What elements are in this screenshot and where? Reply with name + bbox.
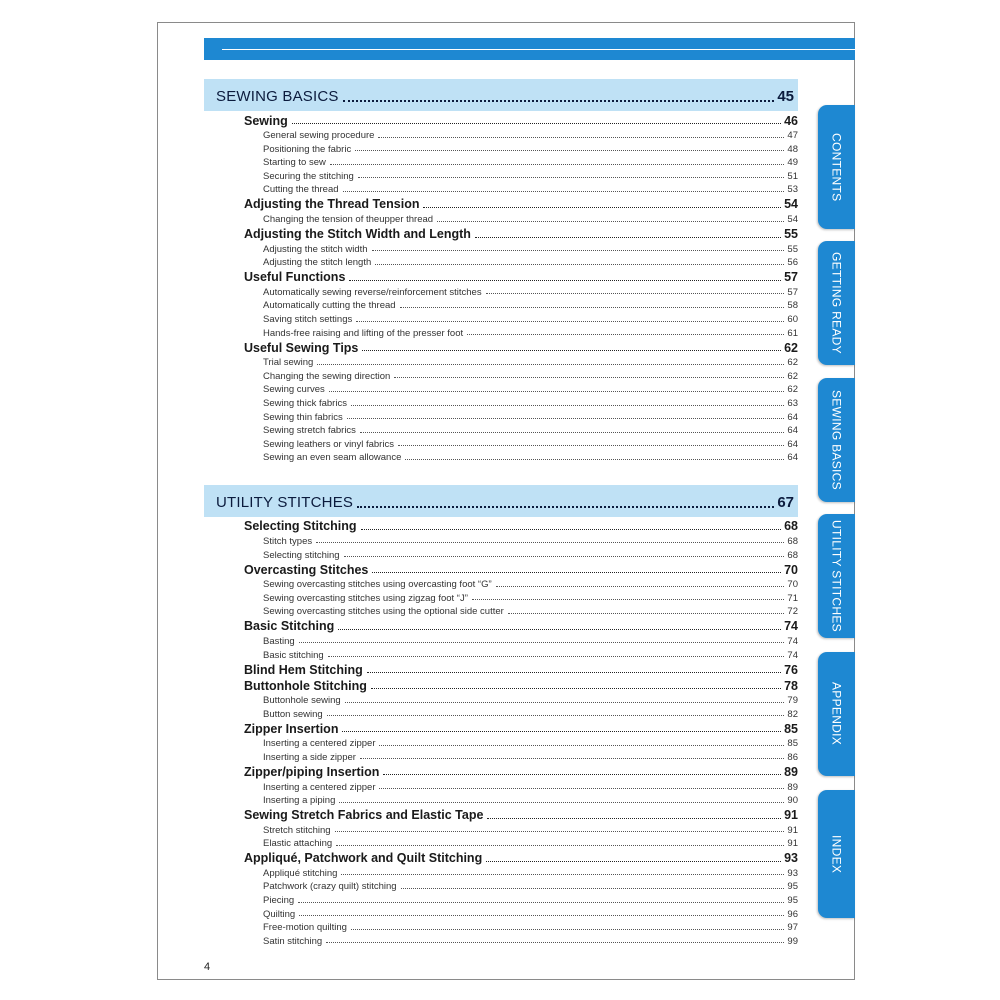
toc-heading-title: Basic Stitching: [244, 619, 335, 634]
header-bar: [204, 38, 855, 60]
toc-entry-title: Changing the sewing direction: [263, 370, 391, 382]
toc-entry-page: 64: [787, 452, 798, 464]
toc-heading-title: Useful Sewing Tips: [244, 340, 359, 355]
toc-section[interactable]: [204, 79, 798, 111]
leader-dots: [298, 902, 784, 903]
leader-dots: [338, 629, 781, 630]
toc-heading[interactable]: [204, 850, 798, 865]
toc-entry[interactable]: [204, 906, 798, 920]
toc-heading-page: 57: [784, 270, 798, 285]
leader-dots: [472, 599, 785, 600]
toc-entry-title: Stretch stitching: [263, 824, 331, 836]
tab-utility-stitches[interactable]: [818, 514, 855, 638]
toc-heading-title: Overcasting Stitches: [244, 562, 369, 577]
toc-entry[interactable]: [204, 646, 798, 660]
toc-entry-page: 82: [787, 708, 798, 720]
toc-heading-title: Sewing: [244, 113, 288, 128]
toc-entry-title: Selecting stitching: [263, 549, 340, 561]
toc-entry[interactable]: [204, 154, 798, 168]
leader-dots: [299, 642, 785, 643]
leader-dots: [394, 377, 784, 378]
leader-dots: [355, 150, 784, 151]
toc-heading-page: 46: [784, 113, 798, 128]
leader-dots: [496, 586, 785, 587]
leader-dots: [326, 942, 784, 943]
tab-getting-ready[interactable]: [818, 241, 855, 365]
toc-heading-page: 74: [784, 619, 798, 634]
leader-dots: [299, 915, 784, 916]
leader-dots: [362, 350, 781, 351]
toc-entry[interactable]: [204, 706, 798, 720]
toc-section-title: SEWING BASICS: [216, 88, 339, 105]
toc-entry[interactable]: [204, 792, 798, 806]
leader-dots: [379, 745, 784, 746]
toc-entry-page: 54: [787, 214, 798, 226]
toc-entry-page: 58: [787, 300, 798, 312]
toc-entry[interactable]: [204, 603, 798, 617]
toc-entry-title: Positioning the fabric: [263, 143, 352, 155]
toc-entry-page: 74: [787, 635, 798, 647]
leader-dots: [487, 818, 781, 819]
toc-entry-title: Appliqué stitching: [263, 867, 338, 879]
toc-entry[interactable]: [204, 835, 798, 849]
toc-entry-page: 56: [787, 257, 798, 269]
toc-entry-title: Automatically sewing reverse/reinforcement stitches: [263, 286, 482, 298]
toc-entry-title: Piecing: [263, 895, 295, 907]
toc-entry[interactable]: [204, 878, 798, 892]
toc-heading-page: 62: [784, 340, 798, 355]
toc-entry[interactable]: [204, 919, 798, 933]
toc-heading-title: Adjusting the Thread Tension: [244, 197, 420, 212]
toc-entry-title: Adjusting the stitch width: [263, 243, 368, 255]
toc-heading-page: 54: [784, 197, 798, 212]
toc-section-page: 45: [777, 88, 794, 105]
toc-entry-page: 74: [787, 649, 798, 661]
toc-entry-page: 97: [787, 922, 798, 934]
toc-entry-title: Securing the stitching: [263, 170, 354, 182]
tab-contents[interactable]: [818, 105, 855, 229]
leader-dots: [467, 334, 784, 335]
leader-dots: [357, 506, 774, 508]
toc-entry-title: Starting to sew: [263, 157, 326, 169]
leader-dots: [335, 831, 785, 832]
leader-dots: [292, 123, 781, 124]
toc-heading-page: 76: [784, 662, 798, 677]
toc-entry-title: Free-motion quilting: [263, 922, 347, 934]
toc-heading-page: 70: [784, 562, 798, 577]
toc-heading-page: 93: [784, 851, 798, 866]
toc-entry-title: Adjusting the stitch length: [263, 257, 372, 269]
leader-dots: [339, 802, 784, 803]
section-gap: [204, 463, 798, 485]
toc-heading-title: Blind Hem Stitching: [244, 662, 363, 677]
leader-dots: [367, 672, 781, 673]
toc-entry[interactable]: [204, 381, 798, 395]
toc-entry-title: Basting: [263, 635, 295, 647]
toc-entry-page: 91: [787, 838, 798, 850]
toc-entry-page: 55: [787, 243, 798, 255]
toc-entry-title: Sewing an even seam allowance: [263, 452, 402, 464]
leader-dots: [405, 459, 784, 460]
leader-dots: [356, 321, 784, 322]
leader-dots: [375, 264, 784, 265]
toc-entry[interactable]: [204, 735, 798, 749]
toc-entry[interactable]: [204, 692, 798, 706]
leader-dots: [508, 613, 785, 614]
toc-entry[interactable]: [204, 141, 798, 155]
tab-label: INDEX: [829, 834, 844, 874]
toc-entry-page: 93: [787, 867, 798, 879]
tab-index[interactable]: [818, 790, 855, 918]
toc-entry[interactable]: [204, 241, 798, 255]
toc-entry[interactable]: [204, 749, 798, 763]
leader-dots: [351, 929, 784, 930]
leader-dots: [342, 731, 781, 732]
toc-entry-page: 91: [787, 824, 798, 836]
toc-entry-title: Inserting a piping: [263, 795, 336, 807]
toc-entry-page: 96: [787, 908, 798, 920]
leader-dots: [360, 758, 784, 759]
toc-entry-page: 95: [787, 881, 798, 893]
leader-dots: [372, 572, 781, 573]
leader-dots: [358, 177, 785, 178]
toc-heading[interactable]: [204, 518, 798, 533]
toc-heading-page: 85: [784, 721, 798, 736]
tab-label: UTILITY STITCHES: [829, 520, 844, 632]
leader-dots: [327, 715, 785, 716]
leader-dots: [317, 364, 784, 365]
toc-entry-title: Inserting a centered zipper: [263, 781, 376, 793]
leader-dots: [360, 432, 784, 433]
toc-entry-page: 85: [787, 738, 798, 750]
leader-dots: [423, 207, 781, 208]
toc-heading-title: Zipper Insertion: [244, 721, 339, 736]
toc-entry[interactable]: [204, 576, 798, 590]
toc-heading-page: 91: [784, 808, 798, 823]
leader-dots: [398, 445, 784, 446]
leader-dots: [336, 845, 784, 846]
toc-entry[interactable]: [204, 325, 798, 339]
tab-sewing-basics[interactable]: [818, 378, 855, 502]
toc-entry[interactable]: [204, 865, 798, 879]
toc-entry-page: 95: [787, 895, 798, 907]
toc-entry[interactable]: [204, 633, 798, 647]
toc-entry-page: 68: [787, 549, 798, 561]
leader-dots: [345, 702, 785, 703]
toc-entry-title: Elastic attaching: [263, 838, 333, 850]
leader-dots: [371, 688, 781, 689]
toc-heading[interactable]: [204, 618, 798, 633]
toc-entry[interactable]: [204, 590, 798, 604]
toc-entry-page: 57: [787, 286, 798, 298]
toc-entry-page: 68: [787, 535, 798, 547]
toc-entry-title: Patchwork (crazy quilt) stitching: [263, 881, 397, 893]
toc-heading[interactable]: [204, 339, 798, 354]
toc-entry-title: Quilting: [263, 908, 296, 920]
toc-heading-page: 68: [784, 519, 798, 534]
toc-entry-page: 89: [787, 781, 798, 793]
toc-heading-title: Adjusting the Stitch Width and Length: [244, 227, 471, 242]
toc-heading-title: Useful Functions: [244, 270, 346, 285]
toc-heading-title: Zipper/piping Insertion: [244, 764, 380, 779]
toc-section-page: 67: [777, 493, 794, 511]
toc-entry-title: Trial sewing: [263, 357, 314, 369]
leader-dots: [316, 542, 784, 543]
toc-entry[interactable]: [204, 409, 798, 423]
toc-heading[interactable]: [204, 661, 798, 676]
toc-entry-title: Sewing stretch fabrics: [263, 425, 356, 437]
toc-entry-page: 49: [787, 157, 798, 169]
toc-entry[interactable]: [204, 778, 798, 792]
toc-entry-page: 99: [787, 935, 798, 947]
leader-dots: [330, 164, 785, 165]
toc-entry-title: Sewing overcasting stitches using the optional side cutter: [263, 606, 504, 618]
leader-dots: [344, 556, 785, 557]
tab-appendix[interactable]: [818, 652, 855, 776]
tab-label: GETTING READY: [829, 252, 844, 354]
toc-heading[interactable]: [204, 196, 798, 211]
toc-entry-title: Stitch types: [263, 535, 313, 547]
toc-heading-title: Sewing Stretch Fabrics and Elastic Tape: [244, 808, 484, 823]
leader-dots: [343, 191, 785, 192]
toc-heading-page: 55: [784, 227, 798, 242]
leader-dots: [343, 100, 775, 102]
toc-entry-page: 48: [787, 143, 798, 155]
toc-entry[interactable]: [204, 892, 798, 906]
toc-entry-page: 70: [787, 579, 798, 591]
toc-entry-page: 47: [787, 130, 798, 142]
leader-dots: [328, 656, 785, 657]
toc-entry-title: Sewing overcasting stitches using overcasting foot “G”: [263, 579, 492, 591]
toc-entry-page: 63: [787, 398, 798, 409]
toc-entry-page: 53: [787, 184, 798, 196]
tab-label: APPENDIX: [829, 682, 844, 746]
toc-entry-page: 51: [787, 170, 798, 182]
toc-entry-title: Sewing overcasting stitches using zigzag foot “J”: [263, 592, 468, 604]
toc-entry-title: Buttonhole sewing: [263, 695, 341, 707]
toc-entry-page: 62: [787, 370, 798, 382]
toc-entry[interactable]: [204, 168, 798, 182]
leader-dots: [329, 391, 785, 392]
toc-entry-title: Sewing thin fabrics: [263, 411, 343, 423]
toc-entry-page: 71: [787, 592, 798, 604]
toc-heading-title: Appliqué, Patchwork and Quilt Stitching: [244, 851, 483, 866]
toc-heading-title: Selecting Stitching: [244, 519, 357, 534]
leader-dots: [361, 529, 782, 530]
toc-entry-page: 90: [787, 795, 798, 807]
leader-dots: [437, 221, 784, 222]
toc-entry-page: 62: [787, 357, 798, 369]
leader-dots: [347, 418, 785, 419]
header-rule: [222, 49, 855, 50]
toc-entry-title: Saving stitch settings: [263, 314, 353, 326]
toc-entry-title: Hands-free raising and lifting of the presser foot: [263, 327, 464, 339]
toc-entry[interactable]: [204, 311, 798, 325]
toc-section[interactable]: [204, 485, 798, 517]
toc-entry[interactable]: [204, 546, 798, 560]
toc-entry-title: General sewing procedure: [263, 130, 375, 142]
toc-entry-page: 72: [787, 606, 798, 618]
toc-entry-title: Sewing curves: [263, 384, 325, 396]
tab-label: CONTENTS: [829, 132, 844, 202]
leader-dots: [383, 774, 781, 775]
toc-entry[interactable]: [204, 127, 798, 141]
toc-entry-page: 62: [787, 384, 798, 396]
toc-entry-title: Button sewing: [263, 708, 323, 720]
toc-entry-title: Sewing thick fabrics: [263, 398, 347, 409]
toc-heading-page: 78: [784, 678, 798, 693]
toc-entry-page: 64: [787, 438, 798, 450]
toc-entry-title: Cutting the thread: [263, 184, 339, 196]
toc-heading[interactable]: [204, 226, 798, 241]
toc-heading[interactable]: [204, 561, 798, 576]
toc-entry[interactable]: [204, 284, 798, 298]
toc-entry-page: 64: [787, 411, 798, 423]
toc-entry[interactable]: [204, 254, 798, 268]
toc-entry-page: 64: [787, 425, 798, 437]
leader-dots: [372, 250, 785, 251]
toc-entry[interactable]: [204, 822, 798, 836]
leader-dots: [486, 293, 785, 294]
toc-entry[interactable]: [204, 181, 798, 195]
leader-dots: [379, 788, 784, 789]
toc-entry[interactable]: [204, 211, 798, 225]
toc-entry[interactable]: [204, 422, 798, 436]
leader-dots: [351, 405, 784, 406]
toc-entry[interactable]: [204, 449, 798, 463]
toc-entry[interactable]: [204, 297, 798, 311]
toc-entry-title: Satin stitching: [263, 935, 323, 947]
toc-entry[interactable]: [204, 933, 798, 947]
toc-entry[interactable]: [204, 395, 798, 409]
toc-entry[interactable]: [204, 368, 798, 382]
toc-entry[interactable]: [204, 354, 798, 368]
toc-entry[interactable]: [204, 533, 798, 547]
toc-heading[interactable]: [204, 763, 798, 778]
toc-entry-page: 61: [787, 327, 798, 339]
toc-entry-title: Inserting a centered zipper: [263, 738, 376, 750]
tab-label: SEWING BASICS: [829, 390, 844, 490]
leader-dots: [341, 874, 784, 875]
table-of-contents: [204, 79, 798, 946]
leader-dots: [401, 888, 785, 889]
toc-entry-title: Inserting a side zipper: [263, 751, 356, 763]
toc-heading[interactable]: [204, 677, 798, 692]
toc-entry-page: 86: [787, 751, 798, 763]
toc-heading[interactable]: [204, 112, 798, 127]
leader-dots: [475, 237, 781, 238]
toc-section-title: UTILITY STITCHES: [216, 493, 354, 511]
toc-entry-title: Basic stitching: [263, 649, 324, 661]
toc-entry[interactable]: [204, 436, 798, 450]
toc-entry-title: Sewing leathers or vinyl fabrics: [263, 438, 394, 450]
toc-heading[interactable]: [204, 807, 798, 822]
leader-dots: [486, 861, 781, 862]
leader-dots: [349, 280, 781, 281]
toc-entry-page: 79: [787, 695, 798, 707]
toc-entry-title: Automatically cutting the thread: [263, 300, 396, 312]
toc-entry-page: 60: [787, 314, 798, 326]
toc-entry-title: Changing the tension of theupper thread: [263, 214, 434, 226]
toc-heading[interactable]: [204, 720, 798, 735]
toc-heading[interactable]: [204, 269, 798, 284]
toc-heading-page: 89: [784, 764, 798, 779]
leader-dots: [400, 307, 785, 308]
toc-heading-title: Buttonhole Stitching: [244, 678, 367, 693]
page-number: 4: [204, 961, 211, 973]
leader-dots: [378, 137, 784, 138]
